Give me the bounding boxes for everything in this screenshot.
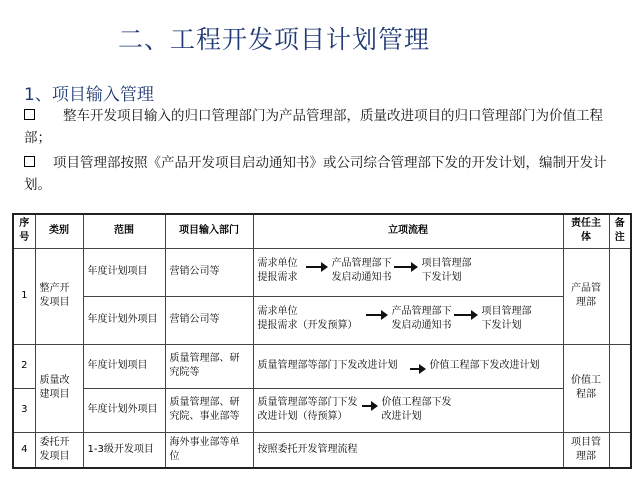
arrow-right-icon (454, 314, 476, 316)
dept-cell: 海外事业部等单位 (165, 432, 253, 468)
section-heading: 1、项目输入管理 (24, 85, 154, 105)
header-cell: 范围 (83, 214, 165, 248)
flow-step: 下发计划 (421, 272, 462, 283)
flow-step: 下发计划 (481, 320, 522, 331)
flow-step: 价值工程部下发 (381, 397, 452, 408)
flow-step: 需求单位 (257, 258, 298, 269)
flow-step: 价值工程部下发改进计划 (429, 360, 540, 371)
table-row (13, 432, 631, 468)
flow-step: 项目管理部 (421, 258, 472, 269)
flow-step: 需求单位 (257, 306, 298, 317)
owner-cell: 价值工程部 (563, 344, 609, 432)
table-row (13, 388, 631, 432)
arrow-right-icon (362, 405, 376, 407)
flow-cell (253, 344, 563, 388)
scope-cell: 年度计划项目 (83, 248, 165, 296)
header-cell: 备注 (609, 214, 631, 248)
header-cell: 立项流程 (253, 214, 563, 248)
table-row (13, 296, 631, 344)
flow-step: 产品管理部下 (391, 306, 452, 317)
owner-cell: 产品管理部 (563, 248, 609, 344)
category-cell: 委托开发项目 (35, 432, 83, 468)
page-title: 二、工程开发项目计划管理 (118, 25, 431, 54)
flow-step: 改进计划（待预算） (257, 411, 348, 422)
dept-cell: 质量管理部、研究院、事业部等 (165, 388, 253, 432)
arrow-right-icon (306, 266, 326, 268)
flow-step: 改进计划 (381, 411, 422, 422)
flow-step: 提报需求 (257, 272, 298, 283)
paragraph-2 (24, 152, 620, 196)
project-input-table (12, 213, 632, 469)
arrow-right-icon (394, 266, 416, 268)
scope-cell: 年度计划外项目 (83, 388, 165, 432)
row-number: 1 (13, 248, 35, 344)
paragraph-1 (24, 105, 620, 149)
arrow-right-icon (366, 314, 386, 316)
flow-cell (253, 296, 563, 344)
flow-step: 发启动通知书 (331, 272, 392, 283)
scope-cell: 1-3级开发项目 (83, 432, 165, 468)
table-header-row (13, 214, 631, 248)
flow-step: 提报需求（开发预算） (257, 320, 358, 331)
flow-step: 项目管理部 (481, 306, 532, 317)
category-cell: 质量改建项目 (35, 344, 83, 432)
dept-cell: 营销公司等 (165, 248, 253, 296)
scope-cell: 年度计划外项目 (83, 296, 165, 344)
owner-cell: 项目管理部 (563, 432, 609, 468)
flow-cell (253, 248, 563, 296)
table-row (13, 344, 631, 388)
square-bullet-icon (24, 109, 35, 120)
remark-cell (609, 344, 631, 432)
scope-cell: 年度计划项目 (83, 344, 165, 388)
paragraph-2-text: 项目管理部按照《产品开发项目启动通知书》或公司综合管理部下发的开发计划，编制开发计划。 (24, 155, 607, 193)
row-number: 4 (13, 432, 35, 468)
row-number: 3 (13, 388, 35, 432)
header-cell: 类别 (35, 214, 83, 248)
flow-step: 质量管理部等部门下发 (257, 397, 358, 408)
flow-cell: 按照委托开发管理流程 (253, 432, 563, 468)
dept-cell: 质量管理部、研究院等 (165, 344, 253, 388)
square-bullet-icon (24, 156, 35, 167)
arrow-right-icon (410, 368, 424, 370)
paragraph-1-text: 整车开发项目输入的归口管理部门为产品管理部，质量改进项目的归口管理部门为价值工程部； (24, 108, 603, 146)
header-cell: 责任主体 (563, 214, 609, 248)
flow-cell (253, 388, 563, 432)
row-number: 2 (13, 344, 35, 388)
remark-cell (609, 432, 631, 468)
category-cell: 整产开发项目 (35, 248, 83, 344)
flow-step: 发启动通知书 (391, 320, 452, 331)
remark-cell (609, 248, 631, 344)
dept-cell: 营销公司等 (165, 296, 253, 344)
header-cell: 序号 (13, 214, 35, 248)
table-row (13, 248, 631, 296)
flow-step: 质量管理部等部门下发改进计划 (257, 360, 398, 371)
header-cell: 项目输入部门 (165, 214, 253, 248)
flow-step: 产品管理部下 (331, 258, 392, 269)
